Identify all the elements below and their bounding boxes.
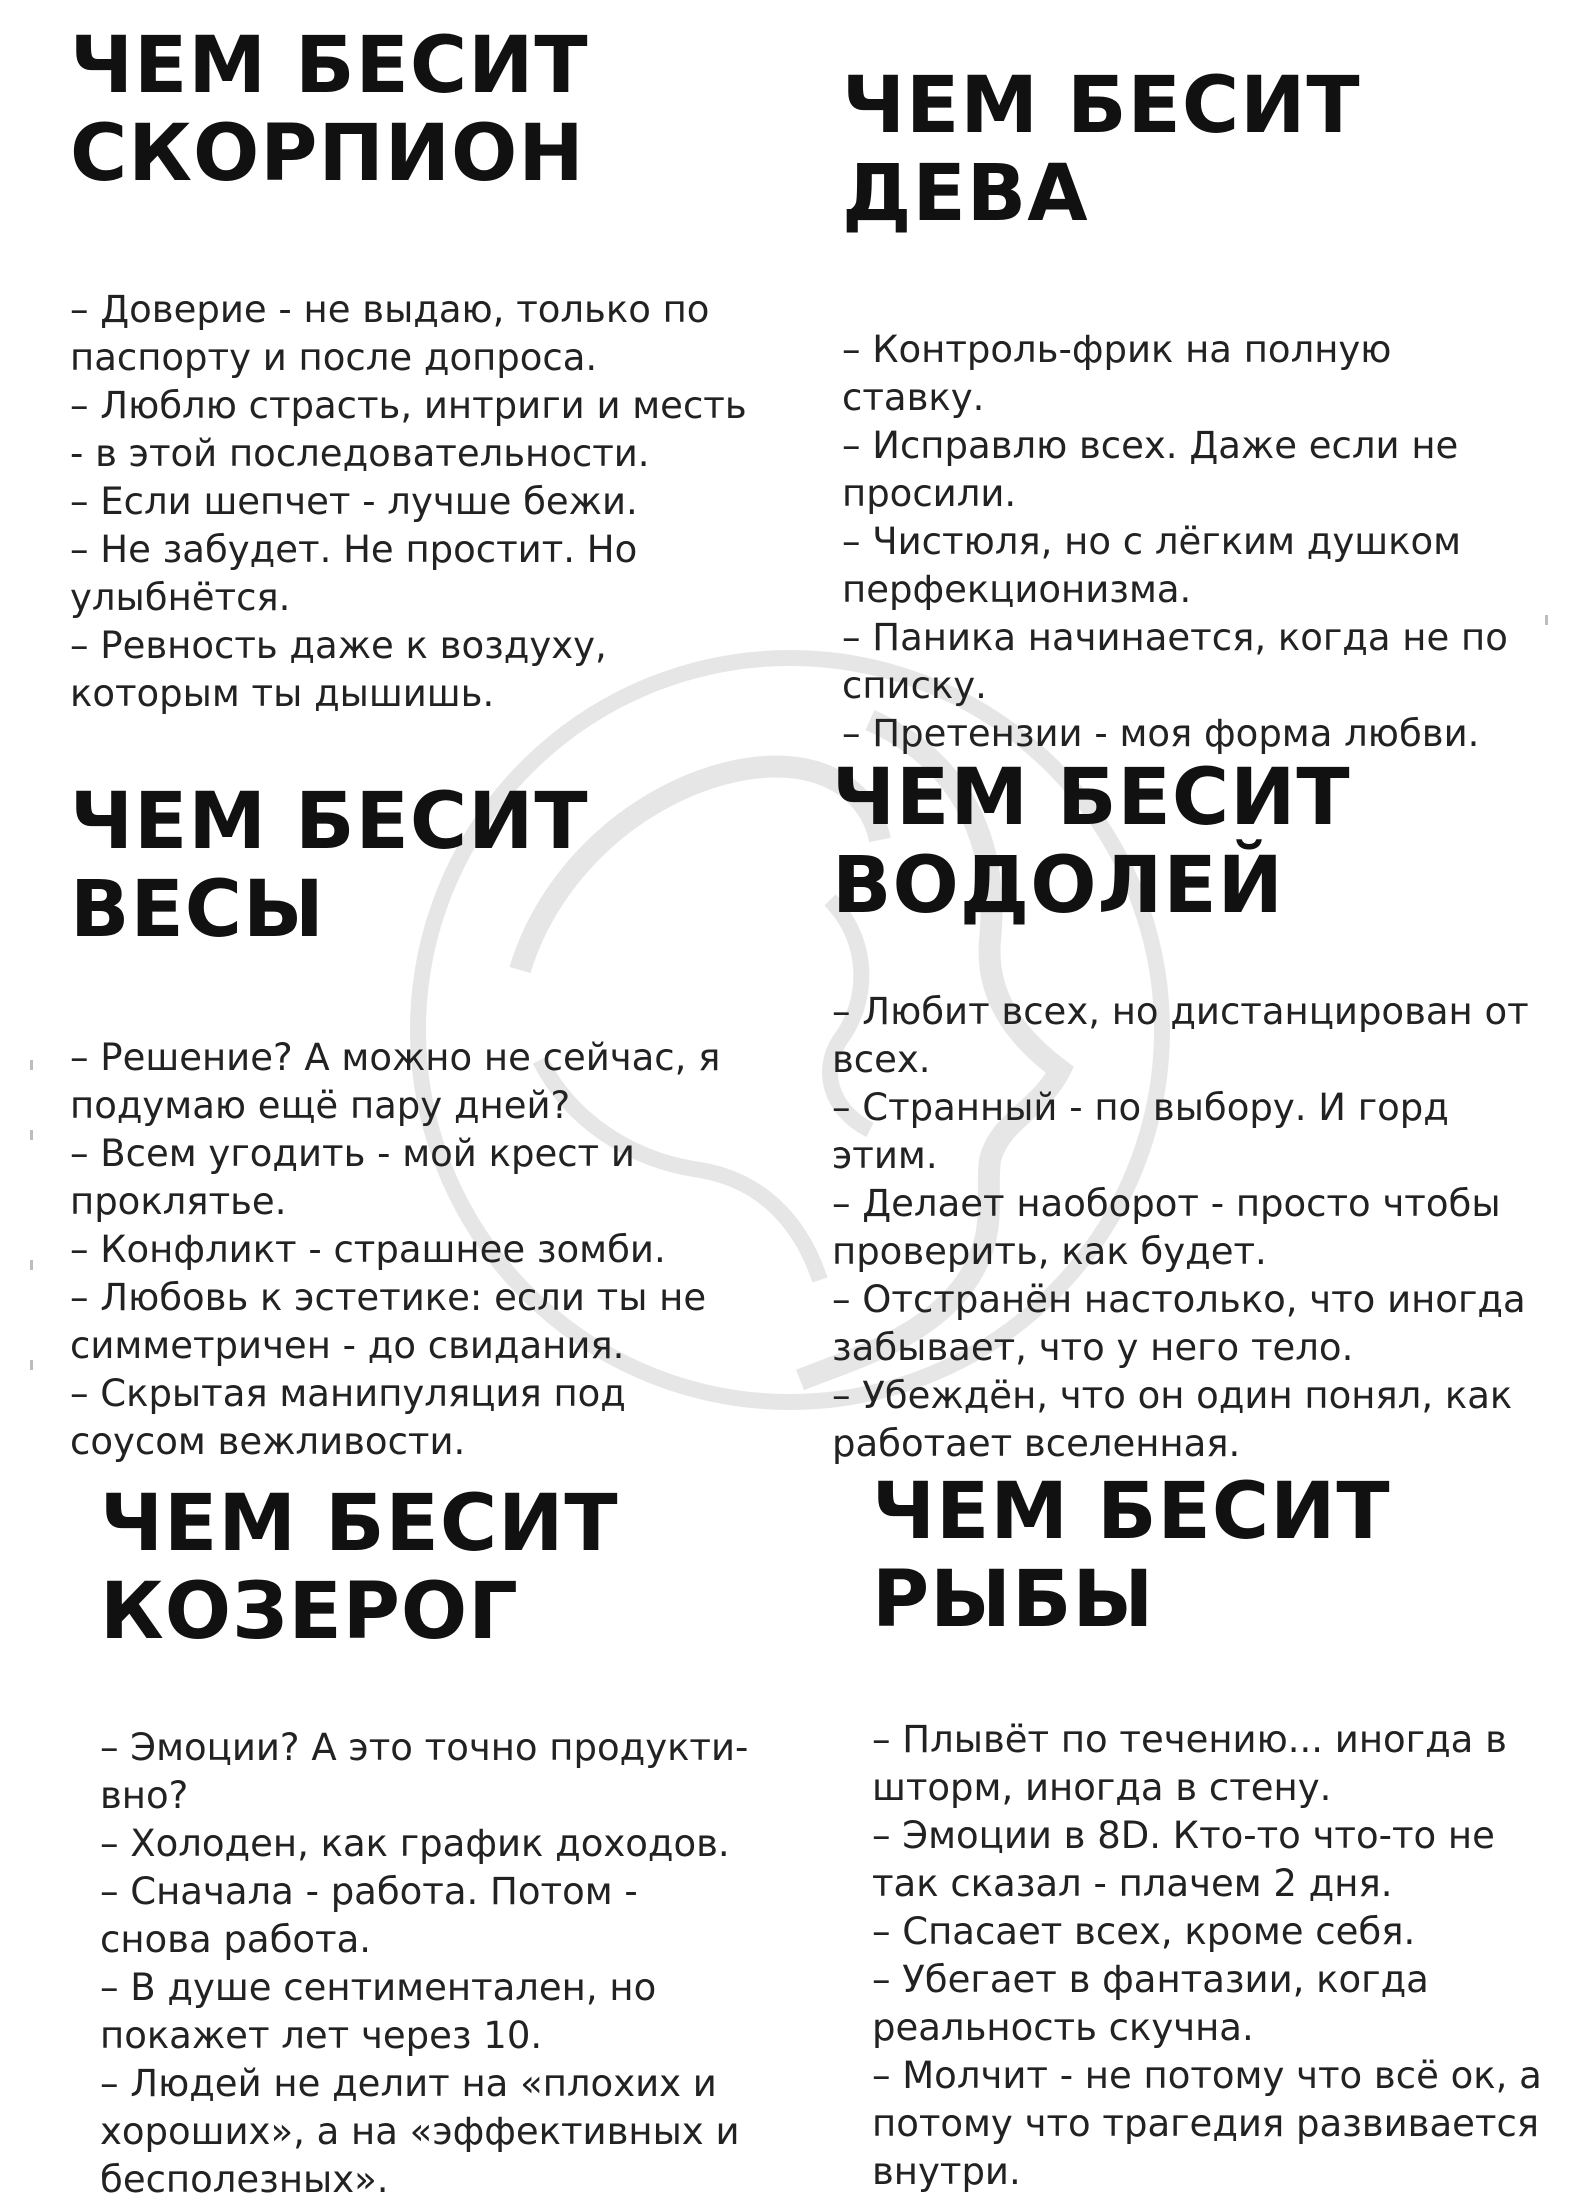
title-line-2: РЫБЫ [872, 1555, 1155, 1645]
list-item: – Убегает в фантазии, когда реальность скучна. [872, 1958, 1429, 2049]
list-item: – Конфликт - страшнее зомби. [70, 1228, 666, 1271]
list-item: – Делает наоборот - просто чтобы проверить, как будет. [832, 1182, 1501, 1273]
scorpio-section [70, 22, 750, 718]
scorpio-title [70, 22, 750, 198]
title-line-2: ДЕВА [842, 149, 1089, 239]
edge-mark [1545, 615, 1548, 625]
list-item: – Странный - по выбору. И горд этим. [832, 1086, 1449, 1177]
list-item: – Холоден, как график доходов. [100, 1822, 730, 1865]
title-line-2: КОЗЕРОГ [100, 1567, 519, 1657]
list-item: – Доверие - не выдаю, только по паспорту и после допроса. [70, 288, 710, 379]
pisces-section [872, 1468, 1552, 2196]
list-item: – Сначала - работа. Потом - снова работа. [100, 1870, 638, 1961]
list-item: – Не забудет. Не простит. Но улыбнётся. [70, 528, 638, 619]
edge-mark [30, 1060, 33, 1070]
list-item: – Претензии - моя форма любви. [842, 712, 1480, 755]
title-line-2: ВЕСЫ [70, 865, 325, 955]
list-item: – Убеждён, что он один понял, как работает вселенная. [832, 1374, 1513, 1465]
list-item: – В душе сентиментален, но покажет лет через 10. [100, 1966, 657, 2057]
list-item: – Решение? А можно не сейчас, я подумаю ещё пару дней? [70, 1036, 721, 1127]
list-item: – Людей не делит на «плохих и хороших», а на «эффективных и бесполезных». [100, 2062, 740, 2201]
list-item: – Ревность даже к воздуху, которым ты дышишь. [70, 624, 607, 715]
list-item: – Эмоции? А это точно продукти-вно? [100, 1726, 749, 1817]
scorpio-traits-list [70, 286, 750, 718]
list-item: – Исправлю всех. Даже если не просили. [842, 424, 1459, 515]
title-line-1: ЧЕМ БЕСИТ [70, 777, 589, 867]
list-item: – Чистюля, но с лёгким душком перфекционизма. [842, 520, 1461, 611]
libra-section [70, 778, 750, 1466]
title-line-2: СКОРПИОН [70, 109, 585, 199]
list-item: – Любовь к эстетике: если ты не симметричен - до свидания. [70, 1276, 707, 1367]
list-item: – Контроль-фрик на полную ставку. [842, 328, 1392, 419]
list-item: – Спасает всех, кроме себя. [872, 1910, 1416, 1953]
virgo-title [842, 62, 1532, 238]
list-item: – Всем угодить - мой крест и проклятье. [70, 1132, 635, 1223]
libra-title [70, 778, 750, 954]
libra-traits-list [70, 1034, 750, 1466]
aquarius-section [832, 754, 1532, 1468]
list-item: – Плывёт по течению... иногда в шторм, иногда в стену. [872, 1718, 1507, 1809]
aquarius-title [832, 754, 1532, 930]
title-line-1: ЧЕМ БЕСИТ [872, 1467, 1391, 1557]
title-line-1: ЧЕМ БЕСИТ [70, 21, 589, 111]
list-item: – Молчит - не потому что всё ок, а потому что трагедия развивается внутри. [872, 2054, 1542, 2193]
pisces-traits-list [872, 1716, 1552, 2196]
capricorn-section [100, 1480, 750, 2204]
virgo-traits-list [842, 326, 1532, 758]
title-line-1: ЧЕМ БЕСИТ [842, 61, 1361, 151]
edge-mark [30, 1360, 33, 1370]
edge-mark [30, 1130, 33, 1140]
aquarius-traits-list [832, 988, 1532, 1468]
virgo-section [842, 62, 1532, 758]
capricorn-title [100, 1480, 750, 1656]
list-item: – Если шепчет - лучше бежи. [70, 480, 638, 523]
list-item: – Эмоции в 8D. Кто-то что-то не так сказал - плачем 2 дня. [872, 1814, 1495, 1905]
pisces-title [872, 1468, 1552, 1644]
title-line-1: ЧЕМ БЕСИТ [100, 1479, 619, 1569]
list-item: – Паника начинается, когда не по списку. [842, 616, 1508, 707]
capricorn-traits-list [100, 1724, 750, 2204]
title-line-2: ВОДОЛЕЙ [832, 841, 1284, 931]
list-item: – Любит всех, но дистанцирован от всех. [832, 990, 1529, 1081]
edge-mark [30, 1260, 33, 1270]
list-item: – Отстранён настолько, что иногда забывает, что у него тело. [832, 1278, 1526, 1369]
list-item: – Люблю страсть, интриги и месть - в этой последовательности. [70, 384, 747, 475]
title-line-1: ЧЕМ БЕСИТ [832, 753, 1351, 843]
list-item: – Скрытая манипуляция под соусом вежливости. [70, 1372, 626, 1463]
